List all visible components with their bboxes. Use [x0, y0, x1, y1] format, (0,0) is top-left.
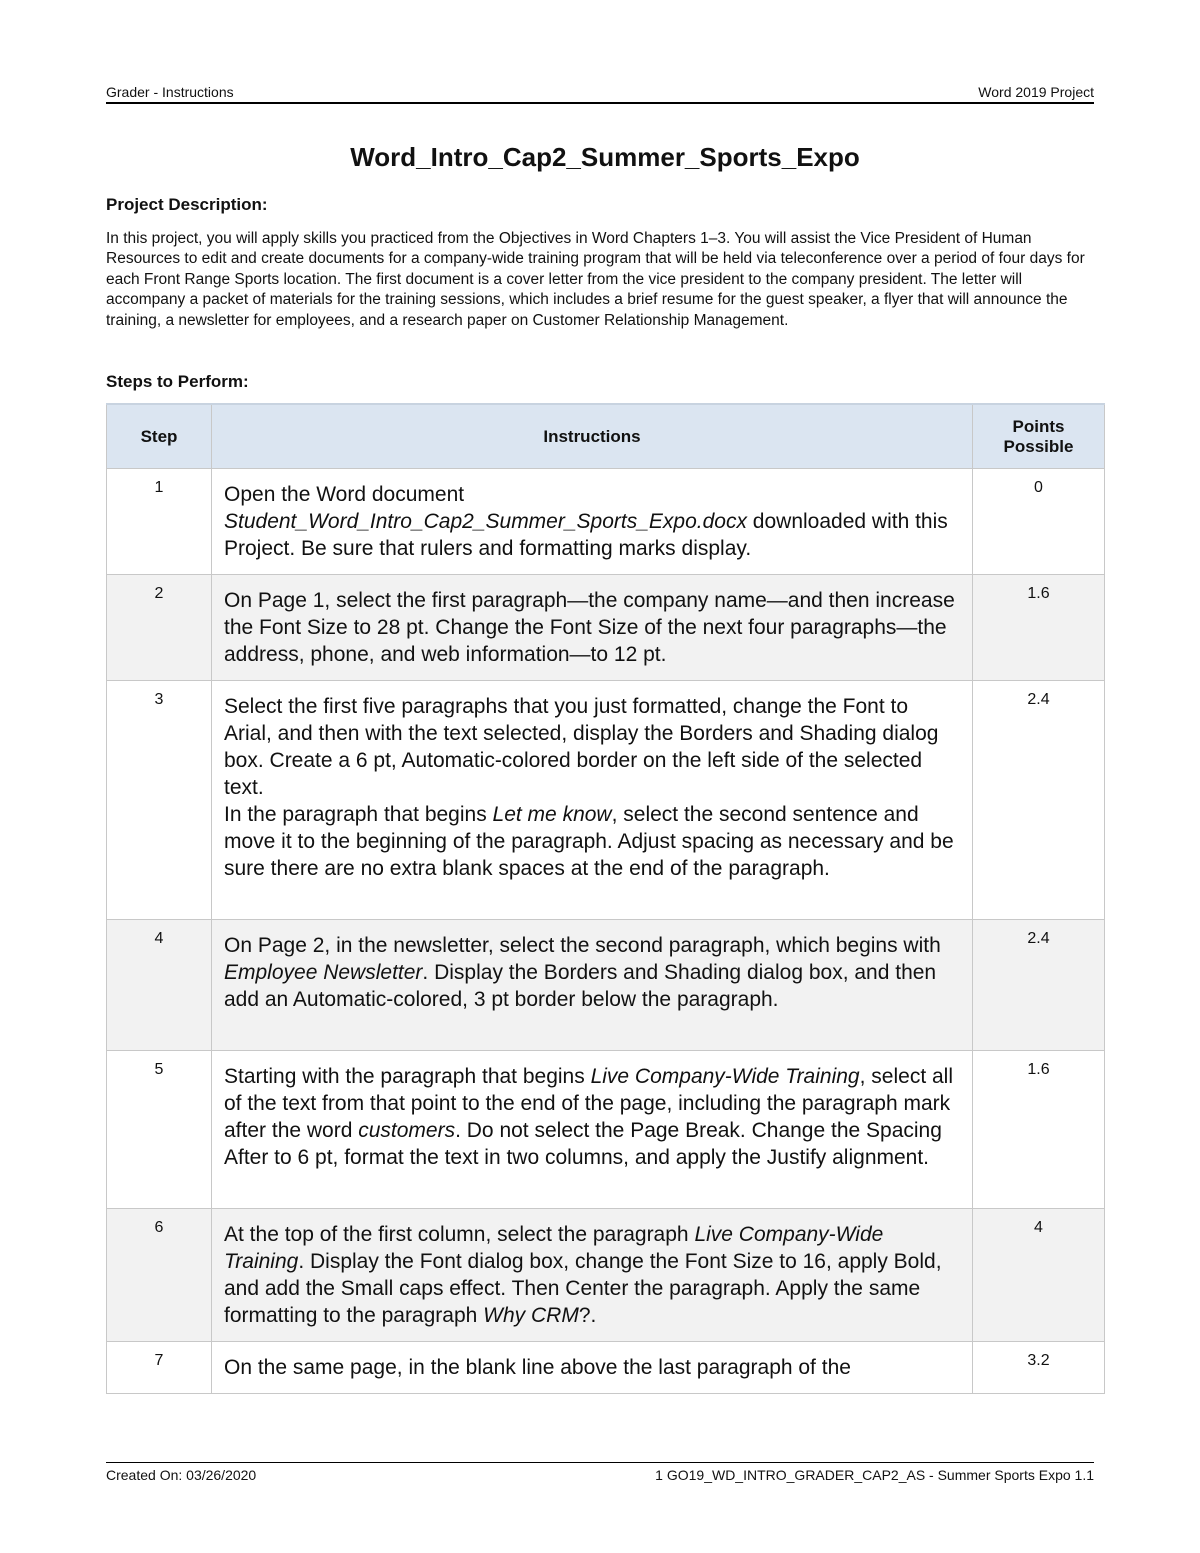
instr-italic: Let me know — [492, 803, 612, 826]
table-row — [107, 1209, 1105, 1342]
step-instructions — [212, 920, 973, 1051]
header-points — [973, 404, 1105, 469]
step-instructions — [212, 1209, 973, 1342]
instr-filename: Student_Word_Intro_Cap2_Summer_Sports_Expo.docx — [224, 510, 747, 533]
table-row — [107, 469, 1105, 575]
step-number: 4 — [107, 920, 212, 1051]
step-points: 3.2 — [973, 1342, 1105, 1394]
project-description-text: In this project, you will apply skills you practiced from the Objectives in Word Chapters 1–3. You will assist the Vice President of Human Resources to edit and create documents for a company-wide training program that will be held via teleconference over a period of four days for each Front Range Sports location. The first document is a cover letter from the vice president to the company president. The letter will accompany a packet of materials for the training sessions, which includes a brief resume for the guest speaker, a flyer that will announce the training, a newsletter for employees, and a research paper on Customer Relationship Management. — [106, 230, 1085, 329]
instr-text: ?. — [578, 1304, 597, 1327]
instr-text: Open the Word document — [224, 483, 465, 506]
steps-table — [106, 403, 1105, 1394]
project-description-heading: Project Description: — [106, 195, 268, 214]
step-instructions — [212, 575, 973, 681]
step-instructions — [212, 1342, 973, 1394]
step-instructions — [212, 469, 973, 575]
step-number: 3 — [107, 681, 212, 920]
footer-document-id: 1 GO19_WD_INTRO_GRADER_CAP2_AS - Summer Sports Expo 1.1 — [655, 1467, 1094, 1483]
instr-text: Starting with the paragraph that begins — [224, 1065, 591, 1088]
step-points: 1.6 — [973, 575, 1105, 681]
table-row — [107, 920, 1105, 1051]
step-instructions — [212, 681, 973, 920]
header-left-text: Grader - Instructions — [106, 84, 234, 100]
instr-text: At the top of the first column, select the paragraph — [224, 1223, 695, 1246]
step-points: 4 — [973, 1209, 1105, 1342]
page-footer — [106, 1462, 1094, 1489]
step-number: 5 — [107, 1051, 212, 1209]
header-right-text: Word 2019 Project — [978, 84, 1094, 100]
instr-text: , select all of the text from that point to the end of the page, including the paragraph mark after the word — [224, 1065, 953, 1142]
instr-text: On Page 1, select the first paragraph—the company name—and then increase the Font Size to 28 pt. Change the Font Size of the next four paragraphs—the address, phone, and web information—to 12 pt. — [224, 589, 955, 666]
table-row — [107, 575, 1105, 681]
table-header-row — [107, 404, 1105, 469]
instr-text: Select the first five paragraphs that you just formatted, change the Font to Arial, and then with the text selected, display the Borders and Shading dialog box. Create a 6 pt, Automatic-colored border on the left side of the selected text. — [224, 695, 939, 799]
header-points-line2: Possible — [1003, 436, 1074, 456]
document-title: Word_Intro_Cap2_Summer_Sports_Expo — [350, 142, 860, 172]
table-row — [107, 1051, 1105, 1209]
step-points: 1.6 — [973, 1051, 1105, 1209]
table-row — [107, 681, 1105, 920]
step-number: 1 — [107, 469, 212, 575]
table-row — [107, 1342, 1105, 1394]
instr-italic: Employee Newsletter — [224, 961, 423, 984]
instr-italic: Live Company-Wide Training — [224, 1223, 884, 1273]
step-number: 7 — [107, 1342, 212, 1394]
page-header — [106, 82, 1094, 104]
instr-italic: Why CRM — [483, 1304, 579, 1327]
instr-text: In the paragraph that begins — [224, 803, 493, 826]
step-points: 0 — [973, 469, 1105, 575]
step-number: 6 — [107, 1209, 212, 1342]
instr-text: . Display the Borders and Shading dialog box, and then add an Automatic-colored, 3 pt border below the paragraph. — [224, 961, 937, 1011]
instr-italic: Live Company-Wide Training — [590, 1065, 860, 1088]
instr-text: On Page 2, in the newsletter, select the second paragraph, which begins with — [224, 934, 941, 957]
footer-created-on: Created On: 03/26/2020 — [106, 1467, 257, 1483]
step-number: 2 — [107, 575, 212, 681]
header-points-line1: Points — [1012, 416, 1065, 436]
steps-heading: Steps to Perform: — [106, 372, 249, 391]
instr-text: On the same page, in the blank line above the last paragraph of the — [224, 1356, 851, 1379]
instr-text: downloaded with this Project. Be sure that rulers and formatting marks display. — [224, 510, 948, 560]
instr-text: . Display the Font dialog box, change the Font Size to 16, apply Bold, and add the Small caps effect. Then Center the paragraph. Apply the same formatting to the paragraph — [224, 1250, 942, 1327]
step-points: 2.4 — [973, 920, 1105, 1051]
header-step: Step — [107, 404, 212, 469]
header-instructions: Instructions — [212, 404, 973, 469]
step-instructions — [212, 1051, 973, 1209]
instr-text: . Do not select the Page Break. Change the Spacing After to 6 pt, format the text in two columns, and apply the Justify alignment. — [224, 1119, 942, 1169]
step-points: 2.4 — [973, 681, 1105, 920]
instr-text: , select the second sentence and move it to the beginning of the paragraph. Adjust spacing as necessary and be sure there are no extra blank spaces at the end of the paragraph. — [224, 803, 954, 880]
instr-italic: customers — [358, 1119, 456, 1142]
